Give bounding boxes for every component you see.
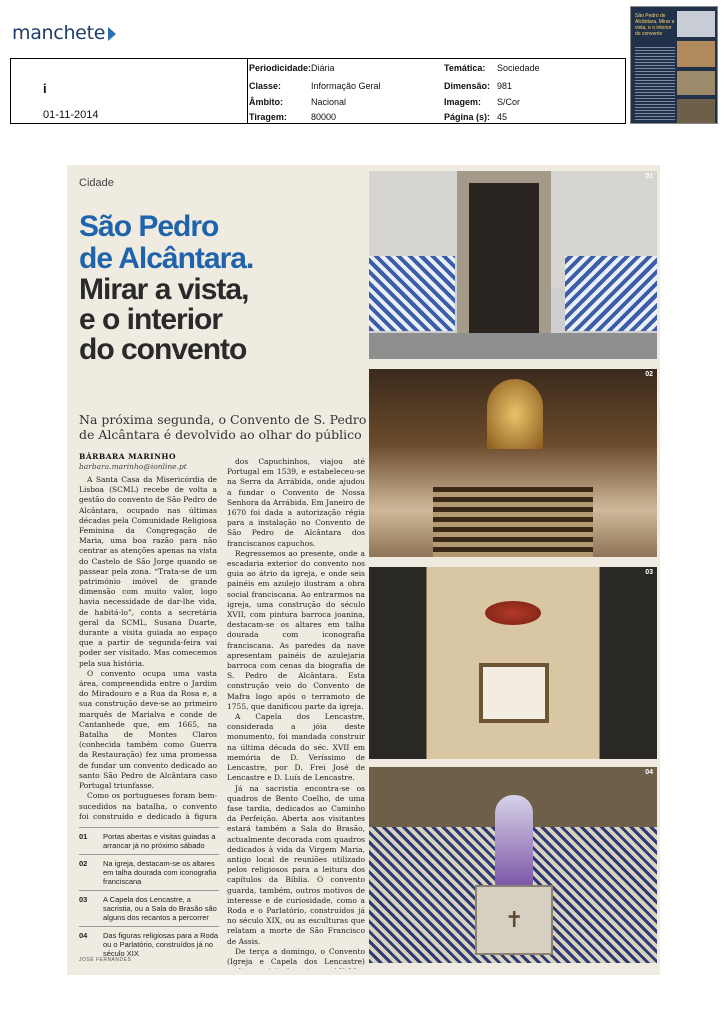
- article-lead: Na próxima segunda, o Convento de S. Pedro de Alcântara é devolvido ao olhar do público: [79, 412, 367, 442]
- headline-blue: [79, 211, 253, 275]
- tematica-value: Sociedade: [497, 63, 540, 73]
- periodicidade-label: Periodicidade:: [249, 63, 312, 73]
- article-clipping: [67, 165, 660, 975]
- page-thumbnail[interactable]: [630, 6, 718, 124]
- thumbnail-text-lines: [635, 47, 675, 121]
- thumbnail-photo: [677, 41, 715, 67]
- paragraph: O convento ocupa uma vasta área, compreendida entre o Jardim do Miradouro e a Rua da Rosa e, a sua construção deve-se ao primeiro marquês de Marialva e conde de Cantanhede que, em 1665, na Batalha de Montes Claros (conhecida também como Guerra da Restauração) fez uma promessa de fundar um convento dedicado ao santo São Pedro de Alcântara caso Portugal triunfasse.: [79, 668, 217, 791]
- pagina-value: 45: [497, 112, 508, 122]
- logo-text: manchete: [12, 22, 106, 44]
- caption-text: Portas abertas e visitas guiadas a arrancar já no próximo sábado: [103, 832, 216, 850]
- periodicidade-value: Diária: [311, 63, 335, 73]
- photo-convent-entrance: [369, 171, 657, 359]
- classe-label: Classe:: [249, 81, 282, 91]
- caption-number: 03: [79, 895, 88, 904]
- author-byline: BÁRBARA MARINHO: [79, 452, 177, 461]
- azulejo-panel: [565, 256, 657, 331]
- photo-religious-statue: [369, 767, 657, 963]
- headline-line: São Pedro: [79, 210, 219, 243]
- paragraph: A Capela dos Lencastre, considerada a jóia deste monumento, foi mandada construir na última década do séc. XVII em memória de D. Veríssimo de Lencastre, por D. Frei José de Lencastre e D. Luís de Lencastre.: [227, 712, 365, 783]
- ambito-value: Nacional: [311, 97, 347, 107]
- photo-number: 01: [645, 173, 653, 180]
- headline-dark: [79, 275, 248, 365]
- pagina-label: Página (s):: [444, 112, 491, 122]
- author-email: barbara.marinho@ionline.pt: [79, 462, 187, 471]
- caption: [79, 854, 219, 890]
- imagem-value: S/Cor: [497, 97, 521, 107]
- clipping-date: 01-11-2014: [43, 109, 99, 121]
- stone-steps: [369, 333, 657, 359]
- headline-line: Mirar a vista,: [79, 273, 249, 306]
- thumbnail-photo: [677, 71, 715, 95]
- thumbnail-photo: [677, 11, 715, 37]
- ambito-label: Âmbito:: [249, 97, 283, 107]
- tematica-label: Temática:: [444, 63, 486, 73]
- interior-doorway: [479, 663, 549, 723]
- caption-text: Das figuras religiosas para a Roda ou o Parlatório, construídos já no século XIX: [103, 931, 219, 958]
- caption-text: A Capela dos Lencastre, a sacristia, ou a Sala do Brasão são alguns dos recantos a percorrer: [103, 895, 217, 922]
- article-column-1: [79, 475, 217, 823]
- paragraph: dos Capuchinhos, viajou até Portugal em 1539, e estabeleceu-se na Serra da Arrábida, onde ajudou a fundar o Convento de Nossa Senhora da Arrábida. Em Janeiro de 1670 foi dada a autorização régia para a instalação no Convento de São Pedro de Alcântara dos franciscanos capuchos.: [227, 457, 365, 548]
- dimensao-value: 981: [497, 81, 513, 91]
- headline-line: e o interior: [79, 303, 223, 336]
- tiragem-value: 80000: [311, 112, 337, 122]
- paragraph: Como os portugueses foram bem-sucedidos na batalha, o convento foi construído e dedicado à figura: [79, 791, 217, 821]
- photo-captions: [79, 827, 219, 962]
- dimensao-label: Dimensão:: [444, 81, 491, 91]
- cross-icon: ✝: [505, 907, 524, 932]
- church-pews: [433, 487, 593, 557]
- caption: [79, 827, 219, 854]
- logo-arrow-icon: [108, 27, 116, 41]
- thumbnail-title: São Pedro de Alcântara. Mirar a vista, e o interior do convento: [635, 13, 675, 37]
- classe-value: Informação Geral: [311, 81, 381, 91]
- photo-number: 03: [645, 569, 653, 576]
- photo-credit: JOSÉ FERNANDES: [79, 957, 132, 963]
- virgin-statue: [495, 795, 533, 887]
- tiragem-label: Tiragem:: [249, 112, 287, 122]
- coat-of-arms-ceiling: [485, 601, 541, 625]
- headline-line: de Alcântara.: [79, 242, 254, 275]
- photo-church-nave: [369, 369, 657, 557]
- photo-number: 04: [645, 769, 653, 776]
- divider: [247, 59, 248, 123]
- caption-number: 02: [79, 859, 88, 868]
- publication-name: i: [43, 81, 47, 96]
- manchete-logo: [12, 22, 116, 44]
- paragraph: Regressemos ao presente, onde a escadaria exterior do convento nos guia ao átrio da igreja, e onde seis painéis em azulejo ilustram a obra social franciscana. Ao entrarmos na igreja, uma construção do século XVII, com pintura barroca joanina, destacam-se os altares em talha dourada com iconografia franciscana. As paredes da nave apresentam painéis de azulejaria barroca com cenas da biografia de S. Pedro de Alcântara. Esta construção veio do Convento de Mafra logo após o terramoto de 1755, que danificou parte da igreja.: [227, 548, 365, 711]
- paragraph: De terça a domingo, o Convento (Igreja e Capela dos Lencastre): [227, 946, 365, 966]
- azulejo-panel: [369, 256, 455, 331]
- caption-text: Na igreja, destacam-se os altares em talha dourada com iconografia franciscana: [103, 859, 217, 886]
- gilded-altar: [487, 379, 543, 449]
- paragraph: Já na sacristia encontra-se os quadros de Bento Coelho, de uma fase tardia, dedicados ao Caminho da Perfeição. Aberta aos visitantes estará também a Sala do Brasão, actualmente decorada com quadros dedicados à vida da Virgem Maria, antigo local de reuniões utilizado pelos religiosos para a leitura dos capítulos da Bíblia. O convento guarda, também, outros motivos de interesse e de curiosidade, como a Roda e o Parlatório, construídos já no século XIX, ou as esculturas que relatam a morte de São Francisco de Assis.: [227, 783, 365, 946]
- clipping-metadata: [10, 58, 626, 124]
- paragraph: A Santa Casa da Misericórdia de Lisboa (SCML) recebe de volta a gestão do convento de São Pedro de Alcântara, ocupado nas últimas décadas pela Comunidade Religiosa Feminina da Congregação de Maria, uma boa razão para não centrar as atenções apenas na vista do Castelo de São Jorge quando se passear pela zona. “Trata-se de um património imóvel de grande dimensão com muito valor, logo havia necessidade de dar-lhe vida, de habitá-lo”, conta a secretária geral da SCML, Susana Duarte, durante a visita guiada ao espaço que a partir de segunda-feira vai poder ser visitado. Mas comecemos pela sua história.: [79, 475, 217, 668]
- thumbnail-photo: [677, 99, 715, 123]
- caption: [79, 890, 219, 926]
- caption-number: 01: [79, 832, 88, 841]
- caption-number: 04: [79, 931, 88, 940]
- headline-line: do convento: [79, 333, 247, 366]
- photo-number: 02: [645, 371, 653, 378]
- imagem-label: Imagem:: [444, 97, 482, 107]
- article-column-2: [227, 457, 365, 969]
- photo-sala-do-brasao: [369, 567, 657, 759]
- wooden-door: [469, 183, 539, 333]
- section-label: Cidade: [79, 177, 114, 189]
